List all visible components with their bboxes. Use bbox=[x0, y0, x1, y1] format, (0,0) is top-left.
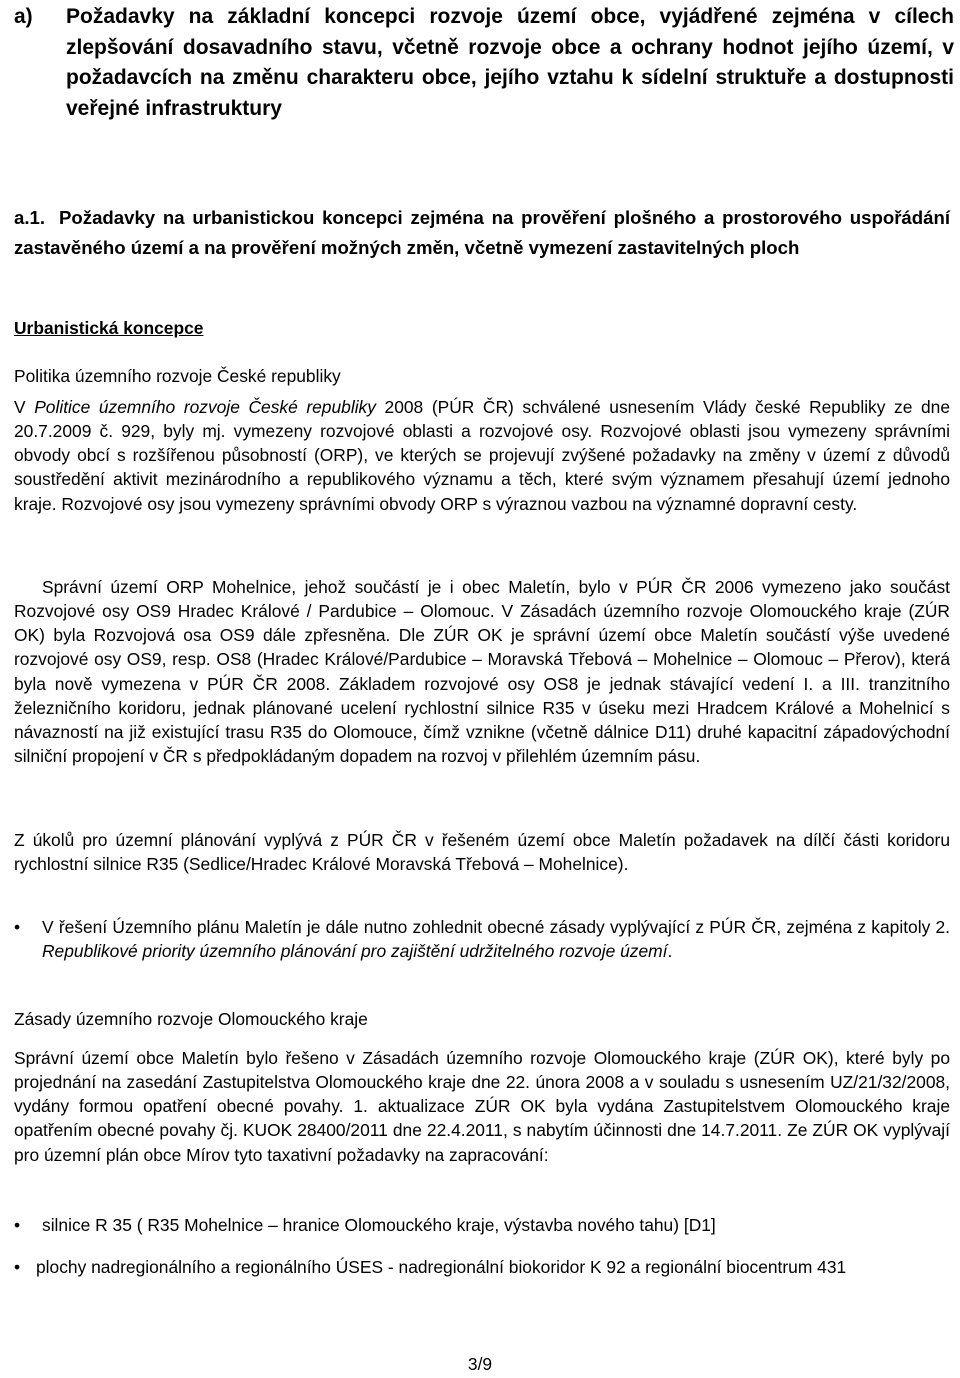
bullet-uses-text: plochy nadregionálního a regionálního ÚSES - nadregionální biokoridor K 92 a regionální biocentrum 431 bbox=[36, 1257, 847, 1277]
paragraph-pur bbox=[14, 395, 950, 516]
bullet-r35 bbox=[14, 1213, 950, 1237]
heading-a-text: Požadavky na základní koncepci rozvoje území obce, vyjádřené zejména v cílech zlepšování dosavadního stavu, včetně rozvoje obce a ochrany hodnot jejího území, v požadavcích na změnu charakteru obce, jejího vztahu k sídelní struktuře a dostupnosti veřejné infrastruktury bbox=[66, 5, 954, 120]
heading-a1-number: a.1. bbox=[14, 207, 46, 228]
bullet-pur-zasady-text bbox=[42, 915, 950, 963]
section-title: Urbanistická koncepce bbox=[14, 318, 204, 338]
bullet-pur-zasady-end: . bbox=[667, 941, 673, 962]
subheading-pur: Politika územního rozvoje České republiky bbox=[14, 366, 341, 386]
bullet-mark: • bbox=[14, 1215, 21, 1235]
paragraph-orp: Správní území ORP Mohelnice, jehož součástí je i obec Maletín, bylo v PÚR ČR 2006 vymezeno jako součást Rozvojové osy OS9 Hradec Králové / Pardubice – Olomouc. V Zásadách územního rozvoje Olomouckého kraje (ZÚR OK) byla Rozvojová osa OS9 dále zpřesněna. Dle ZÚR OK je správní území obce Maletín součástí výše uvedené rozvojové osy OS9, resp. OS8 (Hradec Králové/Pardubice – Moravská Třebová – Mohelnice – Olomouc – Přerov), která byla nově vymezena v PÚR ČR 2008. Základem rozvojové osy OS8 je jednak stávající vedení I. a III. tranzitního železničního koridoru, jednak plánované ucelení rychlostní silnice R35 v úseku mezi Hradcem Králové a Mohelnicí s návazností na již existující trasu R35 do Olomouce, čímž vznikne (včetně dálnice D11) druhé kapacitní západovýchodní silniční propojení v ČR s předpokládaným dopadem na rozvoj v přilehlém územním pásu. bbox=[14, 577, 950, 767]
paragraph-ukoly: Z úkolů pro územní plánování vyplývá z PÚR ČR v řešeném území obce Maletín požadavek na dílčí části koridoru rychlostní silnice R35 (Sedlice/Hradec Králové Moravská Třebová – Mohelnice). bbox=[14, 830, 950, 875]
paragraph-pur-start: V bbox=[14, 397, 35, 417]
bullet-pur-zasady-start: V řešení Územního plánu Maletín je dále nutno zohlednit obecné zásady vyplývající z PÚR ČR, zejména z kapitoly 2. bbox=[42, 917, 950, 937]
bullet-pur-zasady bbox=[14, 915, 950, 963]
bullet-pur-zasady-italic: Republikové priority územního plánování pro zajištění udržitelného rozvoje území bbox=[42, 941, 668, 962]
heading-a bbox=[14, 2, 954, 124]
bullet-r35-text: silnice R 35 ( R35 Mohelnice – hranice Olomouckého kraje, výstavba nového tahu) [D1] bbox=[42, 1215, 716, 1235]
paragraph-zur: Správní území obce Maletín bylo řešeno v Zásadách územního rozvoje Olomouckého kraje (ZÚR OK), které byly po projednání na zasedání Zastupitelstva Olomouckého kraje dne 22. února 2008 a v souladu s usnesením UZ/21/32/2008, vydány formou opatření obecné povahy. 1. aktualizace ZÚR OK byla vydána Zastupitelstvem Olomouckého kraje opatřením obecné povahy čj. KUOK 28400/2011 dne 22.4.2011, s nabytím účinnosti dne 14.7.2011. Ze ZÚR OK vyplývají pro územní plán obce Mírov tyto taxativní požadavky na zapracování: bbox=[14, 1048, 950, 1165]
heading-a1-text: Požadavky na urbanistickou koncepci zejména na prověření plošného a prostorového uspořádání zastavěného území a na prověření možných změn, včetně vymezení zastavitelných ploch bbox=[14, 207, 950, 258]
heading-a1 bbox=[14, 203, 950, 263]
bullet-uses bbox=[14, 1255, 950, 1279]
subheading-zur: Zásady územního rozvoje Olomouckého kraje bbox=[14, 1009, 368, 1029]
paragraph-pur-rest: 2008 (PÚR ČR) schválené usnesením Vlády české Republiky ze dne 20.7.2009 č. 929, byly mj. vymezeny rozvojové oblasti a rozvojové osy. Rozvojové oblasti jsou vymezeny správními obvody obcí s rozšířenou působností (ORP), ve kterých se projevují zvýšené požadavky na změny v území z důvodů soustředění aktivit mezinárodního a republikového významu a těch, které svým významem přesahují území jednoho kraje. Rozvojové osy jsou vymezeny správními obvody ORP s výraznou vazbou na významné dopravní cesty. bbox=[14, 397, 951, 514]
bullet-mark: • bbox=[14, 1257, 21, 1277]
bullet-mark: • bbox=[14, 917, 21, 937]
paragraph-pur-italic: Politice územního rozvoje České republiky bbox=[34, 397, 376, 417]
page-number: 3/9 bbox=[467, 1354, 493, 1374]
heading-a-number: a) bbox=[14, 5, 33, 28]
